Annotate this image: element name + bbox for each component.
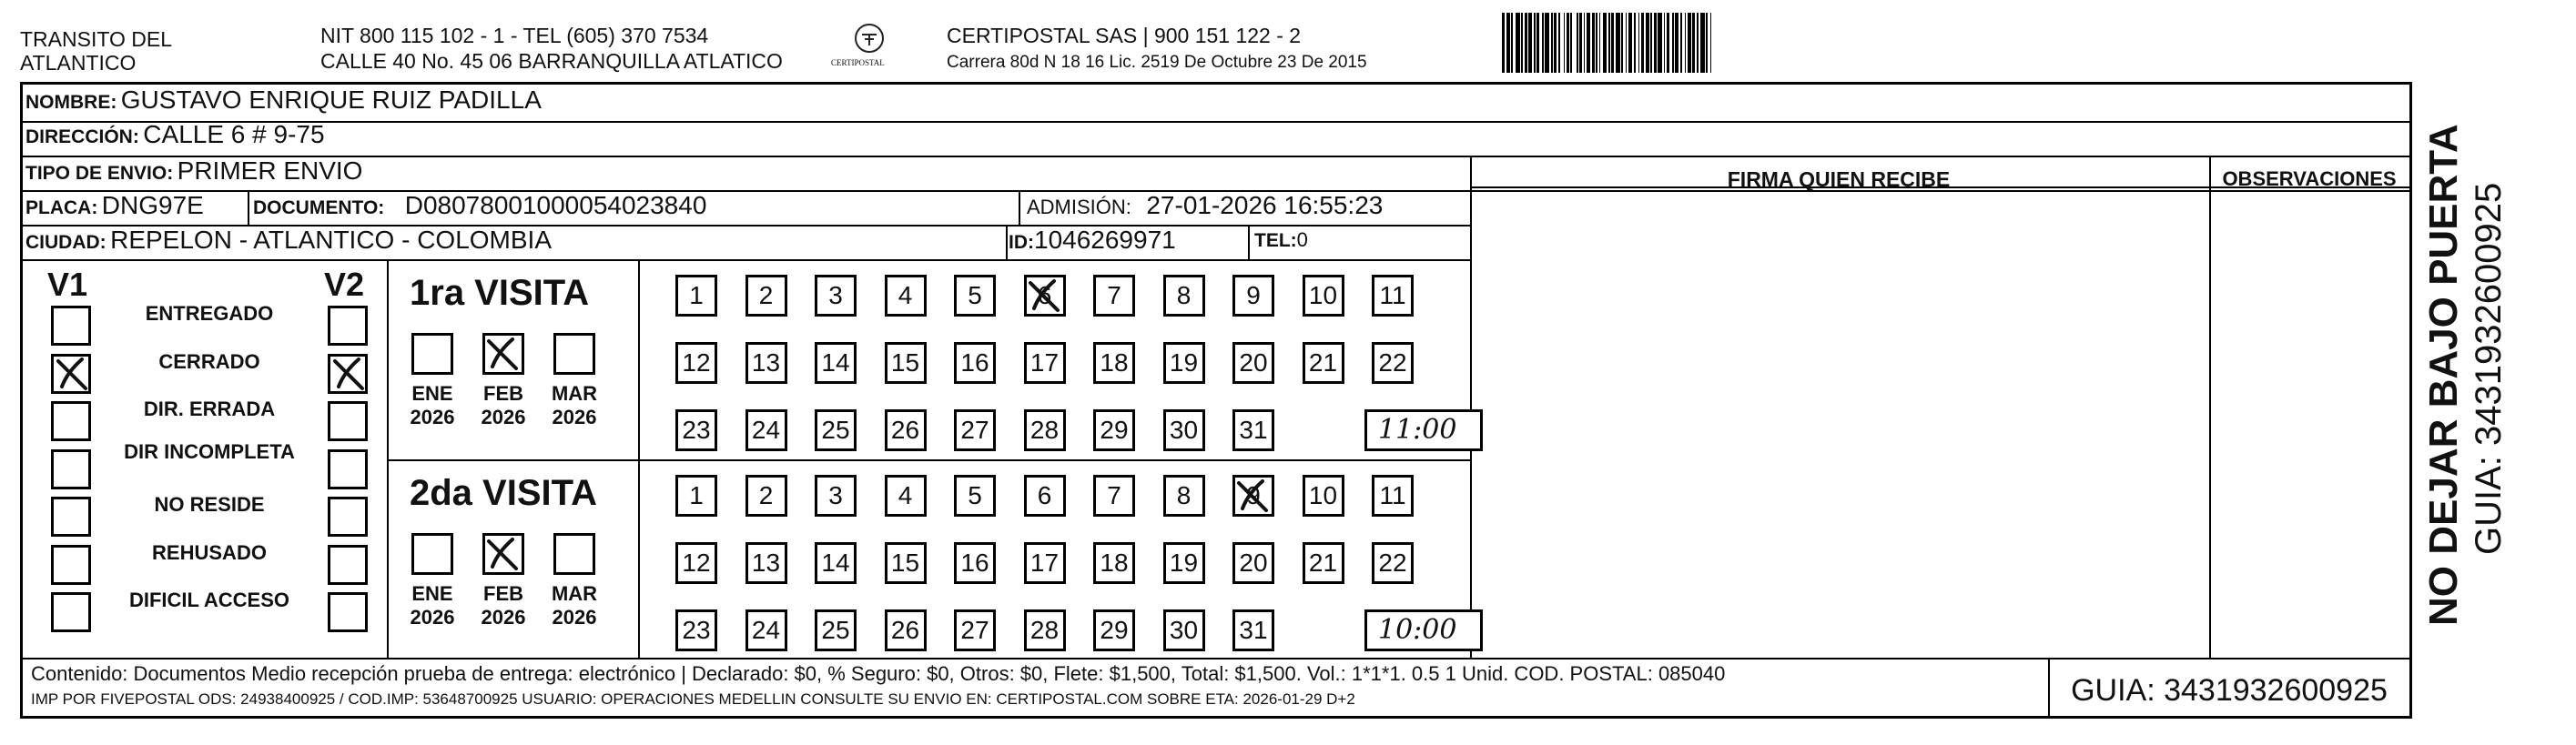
tel-field	[1254, 224, 1308, 259]
day-box[interactable]: 23	[675, 609, 717, 651]
day-box[interactable]: 6	[1024, 275, 1066, 317]
month-year: 2026	[410, 406, 455, 428]
status-v2-checkbox[interactable]	[328, 354, 368, 394]
barcode-bar	[1688, 13, 1691, 73]
direccion-value: CALLE 6 # 9-75	[143, 120, 325, 148]
observaciones-header: OBSERVACIONES	[2222, 167, 2397, 190]
nombre-value: GUSTAVO ENRIQUE RUIZ PADILLA	[120, 86, 542, 114]
month-label	[401, 582, 464, 629]
day-box[interactable]: 8	[1163, 275, 1205, 317]
barcode-bar	[1667, 13, 1669, 73]
placa-value: DNG97E	[101, 191, 204, 219]
barcode-bar	[1528, 13, 1532, 73]
month-year: 2026	[481, 406, 526, 428]
status-label: DIR INCOMPLETA	[124, 439, 295, 463]
day-box[interactable]: 13	[745, 542, 787, 584]
day-box[interactable]: 2	[745, 475, 787, 517]
day-box[interactable]: 19	[1163, 342, 1205, 384]
side-guia: GUIA: 3431932600925	[2469, 182, 2509, 555]
status-v2-checkbox[interactable]	[328, 545, 368, 585]
day-box[interactable]: 29	[1093, 609, 1135, 651]
day-box[interactable]: 9	[1232, 475, 1274, 517]
sender-name-line2: ATLANTICO	[20, 51, 137, 75]
id-label: ID:	[1009, 232, 1034, 253]
status-v1-checkbox[interactable]	[51, 401, 91, 441]
documento-label: DOCUMENTO:	[253, 197, 385, 218]
month-name: MAR	[551, 382, 598, 405]
day-box[interactable]: 5	[954, 475, 996, 517]
barcode-bar	[1542, 13, 1544, 73]
day-box[interactable]: 31	[1232, 609, 1274, 651]
status-label: NO RESIDE	[154, 493, 265, 516]
day-box[interactable]: 27	[954, 609, 996, 651]
admision-label: ADMISIÓN:	[1027, 196, 1131, 218]
placa-field	[25, 189, 204, 227]
barcode-bar	[1680, 13, 1682, 73]
day-box[interactable]: 5	[954, 275, 996, 317]
certipostal-logo-text: CERTIPOSTAL	[831, 58, 885, 67]
visit-title: 2da VISITA	[410, 473, 597, 513]
direccion-label: DIRECCIÓN:	[25, 126, 139, 147]
sender-name-line1: TRANSITO DEL	[20, 27, 172, 51]
day-box[interactable]: 4	[885, 275, 927, 317]
barcode-bar	[1551, 13, 1553, 73]
month-checkbox[interactable]	[411, 533, 453, 575]
day-box[interactable]: 31	[1232, 409, 1274, 451]
day-box[interactable]: 4	[885, 475, 927, 517]
day-box[interactable]: 18	[1093, 342, 1135, 384]
barcode-bar	[1511, 13, 1513, 73]
sender-nit: NIT 800 115 102 - 1 - TEL (605) 370 7534	[320, 24, 709, 47]
barcode-bar	[1608, 13, 1610, 73]
barcode-bar	[1638, 13, 1639, 73]
status-v1-checkbox[interactable]	[51, 354, 91, 394]
day-box[interactable]: 14	[815, 342, 857, 384]
month-year: 2026	[481, 606, 526, 629]
day-box[interactable]: 14	[815, 542, 857, 584]
day-box[interactable]: 15	[885, 542, 927, 584]
barcode-bar	[1710, 13, 1711, 73]
status-v1-checkbox[interactable]	[51, 592, 91, 632]
tipo-envio-value: PRIMER ENVIO	[177, 156, 363, 185]
month-label	[472, 382, 535, 429]
month-label	[543, 582, 606, 629]
barcode-bar	[1596, 13, 1597, 73]
ciudad-field	[25, 224, 552, 261]
month-label	[543, 382, 606, 429]
day-box[interactable]: 29	[1093, 409, 1135, 451]
barcode-bar	[1536, 13, 1539, 73]
barcode-bar	[1502, 13, 1505, 73]
barcode-bar	[1579, 13, 1582, 73]
id-value: 1046269971	[1034, 226, 1176, 254]
status-v2-checkbox[interactable]	[328, 497, 368, 537]
barcode-bar	[1611, 13, 1614, 73]
barcode-bar	[1646, 13, 1649, 73]
barcode-bar	[1516, 13, 1520, 73]
day-box[interactable]: 27	[954, 409, 996, 451]
firma-header: FIRMA QUIEN RECIBE	[1727, 167, 1951, 191]
barcode-bar	[1577, 13, 1578, 73]
barcode-bar	[1554, 13, 1557, 73]
day-box[interactable]: 22	[1372, 542, 1414, 584]
guia-box: GUIA: 3431932600925	[2071, 673, 2388, 708]
v1-header: V1	[47, 266, 88, 303]
tel-value: 0	[1296, 228, 1308, 251]
barcode-bar	[1626, 13, 1627, 73]
month-checkbox[interactable]	[411, 333, 453, 375]
day-box[interactable]: 7	[1093, 275, 1135, 317]
status-v2-checkbox[interactable]	[328, 401, 368, 441]
month-name: FEB	[483, 582, 523, 605]
month-name: MAR	[551, 582, 598, 605]
barcode-bar	[1628, 13, 1632, 73]
tel-label: TEL:	[1254, 230, 1297, 251]
day-box[interactable]: 22	[1372, 342, 1414, 384]
day-box[interactable]: 11	[1372, 275, 1414, 317]
day-box[interactable]: 26	[885, 609, 927, 651]
day-box[interactable]: 1	[675, 475, 717, 517]
day-box[interactable]: 12	[675, 542, 717, 584]
day-box[interactable]: 20	[1232, 542, 1274, 584]
month-year: 2026	[410, 606, 455, 629]
status-label: REHUSADO	[152, 540, 267, 564]
day-box[interactable]: 26	[885, 409, 927, 451]
day-box[interactable]: 23	[675, 409, 717, 451]
barcode-bar	[1664, 13, 1665, 73]
month-checkbox[interactable]	[553, 533, 595, 575]
id-field	[1009, 224, 1176, 261]
day-box[interactable]: 11	[1372, 475, 1414, 517]
barcode-bar	[1570, 13, 1572, 73]
day-box[interactable]: 6	[1024, 475, 1066, 517]
day-box[interactable]: 10	[1303, 275, 1344, 317]
no-dejar-bajo-puerta: NO DEJAR BAJO PUERTA	[2421, 124, 2466, 626]
status-v2-checkbox[interactable]	[328, 592, 368, 632]
status-label: DIR. ERRADA	[143, 398, 276, 420]
certipostal-logo-icon	[851, 24, 887, 60]
documento-field	[253, 189, 706, 227]
nombre-field	[25, 84, 542, 121]
day-box[interactable]: 7	[1093, 475, 1135, 517]
day-box[interactable]: 28	[1024, 609, 1066, 651]
status-v1-checkbox[interactable]	[51, 545, 91, 585]
month-name: ENE	[411, 382, 453, 405]
month-label	[401, 382, 464, 429]
month-checkbox[interactable]	[482, 333, 524, 375]
day-box[interactable]: 16	[954, 542, 996, 584]
status-v1-checkbox[interactable]	[51, 449, 91, 489]
month-name: ENE	[411, 582, 453, 605]
day-box[interactable]: 17	[1024, 342, 1066, 384]
month-year: 2026	[552, 406, 597, 428]
day-box[interactable]: 2	[745, 275, 787, 317]
barcode-bar	[1564, 13, 1565, 73]
status-label: DIFICIL ACCESO	[128, 589, 289, 611]
tipo-envio-label: TIPO DE ENVIO:	[25, 163, 174, 184]
status-v1-checkbox[interactable]	[51, 306, 91, 346]
handwritten-time[interactable]: 11:00	[1364, 409, 1483, 451]
status-v2-checkbox[interactable]	[328, 449, 368, 489]
ciudad-label: CIUDAD:	[25, 232, 106, 253]
day-box[interactable]: 15	[885, 342, 927, 384]
day-box[interactable]: 20	[1232, 342, 1274, 384]
ciudad-value: REPELON - ATLANTICO - COLOMBIA	[110, 226, 553, 254]
day-box[interactable]: 13	[745, 342, 787, 384]
barcode-bar	[1685, 13, 1686, 73]
day-box[interactable]: 30	[1163, 609, 1205, 651]
placa-label: PLACA:	[25, 197, 98, 218]
day-box[interactable]: 16	[954, 342, 996, 384]
nombre-label: NOMBRE:	[25, 92, 117, 113]
barcode-bar	[1534, 13, 1536, 73]
day-box[interactable]: 12	[675, 342, 717, 384]
day-box[interactable]: 21	[1303, 342, 1344, 384]
barcode-bar	[1525, 13, 1527, 73]
barcode-bar	[1521, 13, 1523, 73]
visit-title: 1ra VISITA	[410, 273, 590, 313]
sender-address: CALLE 40 No. 45 06 BARRANQUILLA ATLATICO	[320, 49, 783, 73]
direccion-field	[25, 118, 325, 156]
imp-line: IMP POR FIVEPOSTAL ODS: 24938400925 / COD.IMP: 53648700925 USUARIO: OPERACIONES MEDELLIN CONSULTE SU ENVIO EN: CERTIPOSTAL.COM SOBRE ETA: 2026-01-29 D+2	[31, 690, 1355, 708]
barcode-bar	[1650, 13, 1652, 73]
barcode-bar	[1545, 13, 1549, 73]
barcode-bar	[1592, 13, 1595, 73]
barcode-bar	[1692, 13, 1695, 73]
barcode-bar	[1654, 13, 1657, 73]
barcode-bar	[1506, 13, 1510, 73]
barcode-bar	[1603, 13, 1607, 73]
month-year: 2026	[552, 606, 597, 629]
day-box[interactable]: 18	[1093, 542, 1135, 584]
barcode	[1502, 13, 2239, 73]
v2-header: V2	[324, 266, 365, 303]
barcode-bar	[1675, 13, 1678, 73]
day-box[interactable]: 17	[1024, 542, 1066, 584]
barcode-bar	[1621, 13, 1623, 73]
handwritten-time[interactable]: 10:00	[1364, 609, 1483, 651]
barcode-bar	[1558, 13, 1560, 73]
barcode-bar	[1700, 13, 1705, 73]
day-box[interactable]: 3	[815, 275, 857, 317]
day-box[interactable]: 8	[1163, 475, 1205, 517]
barcode-bar	[1634, 13, 1636, 73]
barcode-bar	[1697, 13, 1699, 73]
status-v2-checkbox[interactable]	[328, 306, 368, 346]
admision-value: 27-01-2026 16:55:23	[1146, 191, 1384, 219]
courier-address: Carrera 80d N 18 16 Lic. 2519 De Octubre 23 De 2015	[947, 53, 1367, 72]
status-label: CERRADO	[158, 349, 260, 373]
barcode-bar	[1584, 13, 1585, 73]
barcode-bar	[1616, 13, 1620, 73]
day-box[interactable]: 28	[1024, 409, 1066, 451]
day-box[interactable]: 1	[675, 275, 717, 317]
documento-value: D08078001000054023840	[404, 191, 707, 219]
day-box[interactable]: 25	[815, 609, 857, 651]
barcode-bar	[1587, 13, 1590, 73]
day-box[interactable]: 30	[1163, 409, 1205, 451]
admision-field	[1027, 189, 1383, 227]
month-checkbox[interactable]	[482, 533, 524, 575]
status-v1-checkbox[interactable]	[51, 497, 91, 537]
month-checkbox[interactable]	[553, 333, 595, 375]
barcode-bar	[1706, 13, 1708, 73]
barcode-bar	[1599, 13, 1600, 73]
barcode-bar	[1658, 13, 1662, 73]
day-box[interactable]: 24	[745, 409, 787, 451]
courier-name: CERTIPOSTAL SAS | 900 151 122 - 2	[947, 24, 1302, 47]
barcode-bar	[1641, 13, 1644, 73]
tipo-envio-field	[25, 155, 362, 192]
barcode-bar	[1672, 13, 1674, 73]
status-label: ENTREGADO	[145, 302, 274, 325]
day-box[interactable]: 10	[1303, 475, 1344, 517]
month-label	[472, 582, 535, 629]
day-box[interactable]: 25	[815, 409, 857, 451]
contenido-line: Contenido: Documentos Medio recepción prueba de entrega: electrónico | Declarado: $0, % Seguro: $0, Otros: $0, Flete: $1,500, Total: $1,500. Vol.: 1*1*1. 0.5 1 Unid. COD. POSTAL: 085040	[31, 662, 1726, 685]
barcode-bar	[1567, 13, 1569, 73]
day-box[interactable]: 9	[1232, 275, 1274, 317]
day-box[interactable]: 19	[1163, 542, 1205, 584]
day-box[interactable]: 3	[815, 475, 857, 517]
month-name: FEB	[483, 382, 523, 405]
day-box[interactable]: 24	[745, 609, 787, 651]
day-box[interactable]: 21	[1303, 542, 1344, 584]
